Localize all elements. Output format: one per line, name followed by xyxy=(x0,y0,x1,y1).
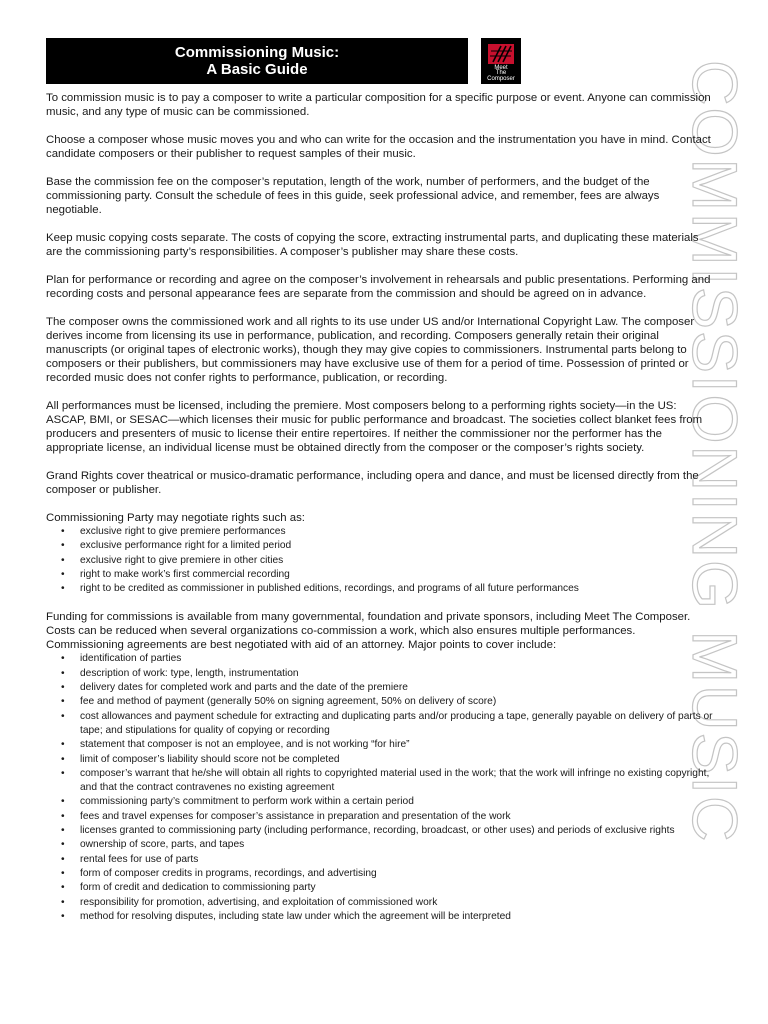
rights-list xyxy=(46,525,716,596)
list-item: • rental fees for use of parts xyxy=(80,853,716,867)
paragraph-choose-composer: Choose a composer whose music moves you and who can write for the occasion and the instrumentation you have in mind. Contact candidate composers or their publisher to request samples of their music. xyxy=(46,134,711,160)
logo-text-meet: Meet xyxy=(494,65,508,71)
list-item: • form of composer credits in programs, recordings, and advertising xyxy=(80,867,716,881)
list-item: • statement that composer is not an employee, and is not working “for hire” xyxy=(80,738,716,752)
agreement-points-list xyxy=(46,652,716,924)
logo-mark-icon xyxy=(488,44,514,64)
funding-intro: Funding for commissions is available from many governmental, foundation and private sponsors, including Meet The Composer. Costs can be reduced when several organizations co-commission a work, which also ensures multiple performances. Commissioning agreements are best negotiated with aid of an attorney. Major points to cover include: xyxy=(46,611,691,652)
paragraph-licensing: All performances must be licensed, including the premiere. Most composers belong to a performing rights society—in the US: ASCAP, BMI, or SESAC—which licenses their music for public performance and broadcast. The societies collect blanket fees from producers and presenters of music to license their entire repertoires. If neither the commissioner nor the performer has the appropriate license, an individual license must be obtained directly from the composer or the composer’s rights society. xyxy=(46,400,703,454)
list-item: • description of work: type, length, instrumentation xyxy=(80,667,716,681)
rights-intro: Commissioning Party may negotiate rights such as: xyxy=(46,512,305,524)
list-item: • method for resolving disputes, including state law under which the agreement will be interpreted xyxy=(80,910,716,924)
list-item: • exclusive right to give premiere in other cities xyxy=(80,554,716,568)
list-item: • right to be credited as commissioner in published editions, recordings, and programs of all future performances xyxy=(80,582,716,596)
paragraph-performance-plan: Plan for performance or recording and agree on the composer’s involvement in rehearsals and public presentations. Performing and recording costs and personal appearance fees are separate from the commission and should be agreed on in advance. xyxy=(46,274,711,300)
list-item: • composer’s warrant that he/she will obtain all rights to copyrighted material used in the work; that the work will infringe no existing copyright, and that the contract contravenes no existing agreement xyxy=(80,767,716,796)
paragraph-grand-rights: Grand Rights cover theatrical or musico-dramatic performance, including opera and dance, and must be licensed directly from the composer or publisher. xyxy=(46,470,699,496)
meet-the-composer-logo xyxy=(481,38,521,84)
paragraph-ownership: The composer owns the commissioned work and all rights to its use under US and/or International Copyright Law. The composer derives income from licensing its use in performance, publication, and recording. Composers generally retain their original manuscripts (or original tapes of electronic works), though they may give copies to commissioners. Instrumental parts belong to composers or their publishers, but commissioners may have exclusive use of them for a period of time. Possession of printed or recorded music does not confer rights to performance, publication, or recording. xyxy=(46,316,695,384)
list-item: • commissioning party’s commitment to perform work within a certain period xyxy=(80,795,716,809)
list-item: • exclusive right to give premiere performances xyxy=(80,525,716,539)
list-item: • limit of composer’s liability should score not be completed xyxy=(80,753,716,767)
paragraph-copying-costs: Keep music copying costs separate. The costs of copying the score, extracting instrumental parts, and duplicating these materials are the commissioning party’s responsibilities. A composer’s publisher may share these costs. xyxy=(46,232,699,258)
list-item: • responsibility for promotion, advertising, and exploitation of commissioned work xyxy=(80,896,716,910)
list-item: • delivery dates for completed work and parts and the date of the premiere xyxy=(80,681,716,695)
list-item: • identification of parties xyxy=(80,652,716,666)
logo-text-the: The xyxy=(495,70,507,76)
list-item: • form of credit and dedication to commissioning party xyxy=(80,881,716,895)
paragraph-definition: To commission music is to pay a composer to write a particular composition for a specific purpose or event. Anyone can commission music, and any type of music can be commissioned. xyxy=(46,92,711,118)
title-banner xyxy=(46,38,468,84)
paragraph-fee: Base the commission fee on the composer’s reputation, length of the work, number of performers, and the budget of the commissioning party. Consult the schedule of fees in this guide, seek professional advice, and remember, fees are always negotiable. xyxy=(46,176,660,216)
side-watermark-title: COMMISSIONING MUSIC xyxy=(679,60,749,844)
list-item: • licenses granted to commissioning party (including performance, recording, broadcast, or other uses) and periods of exclusive rights xyxy=(80,824,716,838)
title-line-2: A Basic Guide xyxy=(206,61,308,78)
logo-text-composer: Composer xyxy=(487,76,515,82)
list-item: • right to make work’s first commercial recording xyxy=(80,568,716,582)
guide-body xyxy=(46,91,716,924)
list-item: • fees and travel expenses for composer’s assistance in preparation and presentation of the work xyxy=(80,810,716,824)
title-line-1: Commissioning Music: xyxy=(174,44,340,61)
list-item: • fee and method of payment (generally 50% on signing agreement, 50% on delivery of score) xyxy=(80,695,716,709)
list-item: • cost allowances and payment schedule for extracting and duplicating parts and/or producing a tape, generally payable on delivery of parts or tape; and stipulations for quality of copying or recording xyxy=(80,710,716,739)
list-item: • ownership of score, parts, and tapes xyxy=(80,838,716,852)
list-item: • exclusive performance right for a limited period xyxy=(80,539,716,553)
